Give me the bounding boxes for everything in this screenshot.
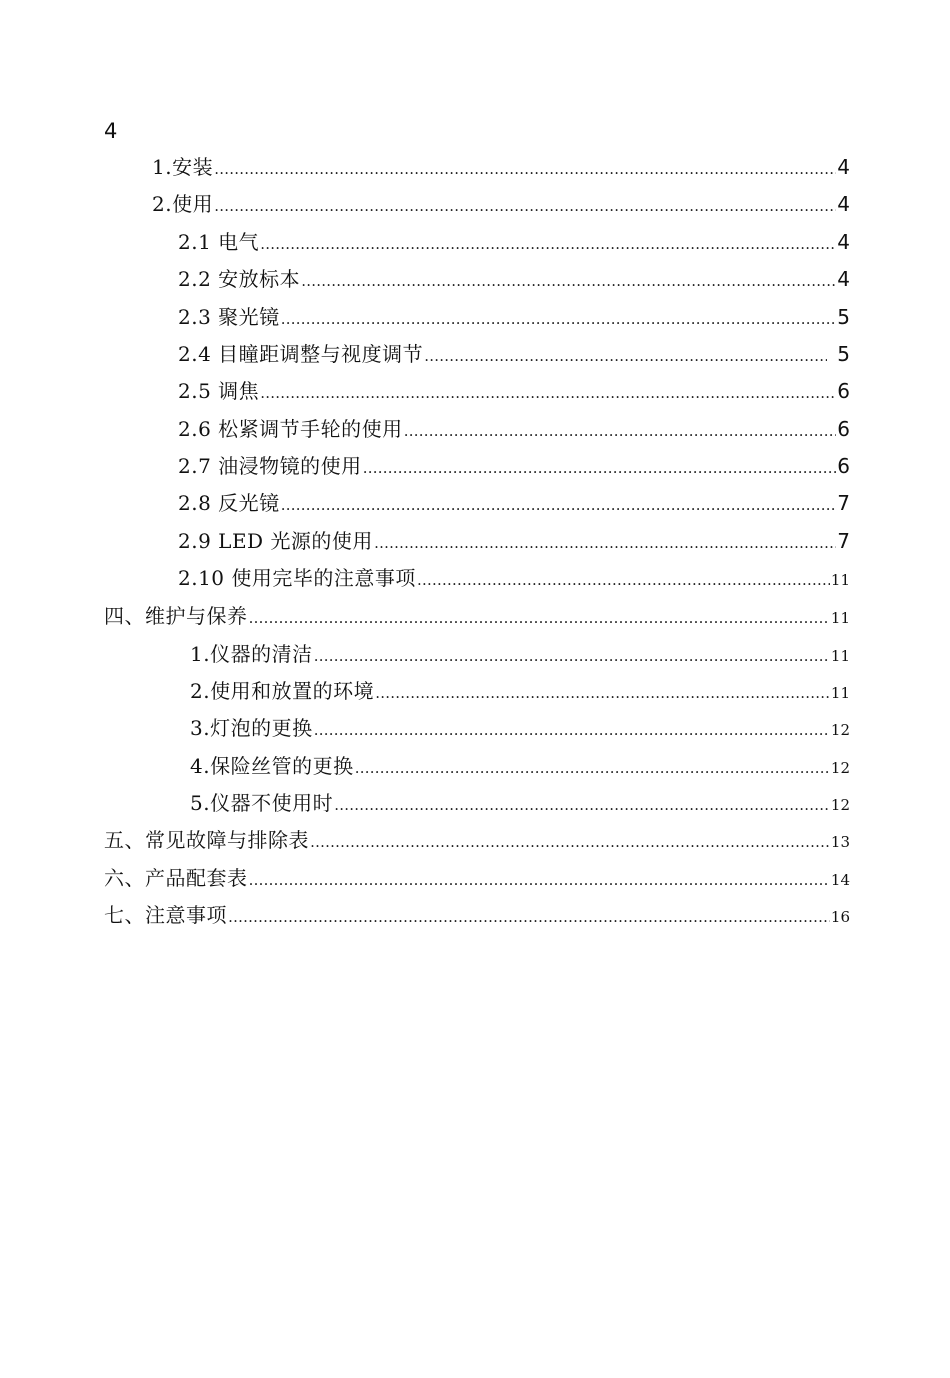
toc-entry-label: 2.使用和放置的环境 xyxy=(190,679,375,703)
toc-entry-page: 7 xyxy=(837,491,850,515)
toc-entry-focus[interactable] xyxy=(178,376,850,406)
toc-entry-label: 2.6 松紧调节手轮的使用 xyxy=(178,417,403,441)
toc-leader-dots xyxy=(260,378,836,408)
toc-leader-dots xyxy=(249,603,830,633)
toc-entry-install[interactable] xyxy=(152,152,850,182)
toc-leader-dots xyxy=(363,453,837,483)
toc-leader-dots xyxy=(281,490,837,520)
toc-leader-dots xyxy=(375,678,830,708)
toc-leader-dots xyxy=(355,753,830,783)
toc-entry-storage[interactable] xyxy=(190,788,850,818)
toc-leader-dots xyxy=(417,565,830,595)
toc-entry-fuse-replace[interactable] xyxy=(190,751,850,781)
toc-entry-condenser[interactable] xyxy=(178,302,850,332)
toc-leader-dots xyxy=(374,528,836,558)
toc-leader-dots xyxy=(214,154,836,184)
toc-leader-dots xyxy=(214,191,836,221)
toc-leader-dots xyxy=(404,416,837,446)
toc-entry-pupil-distance[interactable] xyxy=(178,339,850,369)
page-number: 4 xyxy=(104,119,118,143)
toc-entry-label: 5.仪器不使用时 xyxy=(190,791,334,815)
toc-entry-page: 6 xyxy=(837,454,850,478)
toc-entry-page: 14 xyxy=(830,871,850,889)
toc-leader-dots xyxy=(310,827,830,857)
toc-entry-label: 1.仪器的清洁 xyxy=(190,642,313,666)
toc-entry-label: 七、注意事项 xyxy=(104,903,227,927)
toc-entry-label: 四、维护与保养 xyxy=(104,604,248,628)
toc-leader-dots xyxy=(301,266,836,296)
toc-entry-label: 2.2 安放标本 xyxy=(178,267,301,291)
toc-entry-label: 2.8 反光镜 xyxy=(178,491,280,515)
toc-entry-package-list[interactable] xyxy=(104,863,850,893)
toc-entry-page: 13 xyxy=(830,833,850,851)
toc-entry-precautions[interactable] xyxy=(104,900,850,930)
toc-entry-label: 五、常见故障与排除表 xyxy=(104,828,309,852)
toc-leader-dots xyxy=(314,715,830,745)
toc-entry-after-use[interactable] xyxy=(178,563,850,593)
toc-leader-dots xyxy=(260,229,836,259)
toc-entry-label: 2.10 使用完毕的注意事项 xyxy=(178,566,416,590)
toc-entry-page: 12 xyxy=(830,796,850,814)
toc-entry-oil-objective[interactable] xyxy=(178,451,850,481)
toc-entry-tension-knob[interactable] xyxy=(178,414,850,444)
toc-entry-label: 2.4 目瞳距调整与视度调节 xyxy=(178,342,424,366)
toc-entry-led-source[interactable] xyxy=(178,526,850,556)
toc-entry-label: 2.1 电气 xyxy=(178,230,260,254)
toc-entry-page: 11 xyxy=(830,647,850,665)
toc-entry-bulb-replace[interactable] xyxy=(190,713,850,743)
toc-leader-dots xyxy=(228,902,830,932)
toc-entry-page: 5 xyxy=(837,305,850,329)
toc-entry-page: 4 xyxy=(837,155,850,179)
toc-entry-label: 2.5 调焦 xyxy=(178,379,260,403)
toc-entry-page: 5 xyxy=(837,342,850,366)
toc-entry-electrical[interactable] xyxy=(178,227,850,257)
toc-leader-dots xyxy=(424,341,827,371)
toc-entry-label: 3.灯泡的更换 xyxy=(190,716,313,740)
toc-entry-label: 2.使用 xyxy=(152,192,214,216)
toc-entry-usage[interactable] xyxy=(152,189,850,219)
toc-leader-dots xyxy=(281,304,837,334)
toc-entry-cleaning[interactable] xyxy=(190,639,850,669)
toc-entry-page: 11 xyxy=(830,684,850,702)
toc-entry-page: 12 xyxy=(830,759,850,777)
toc-entry-page: 11 xyxy=(830,571,850,589)
toc-entry-page: 11 xyxy=(830,609,850,627)
toc-entry-label: 六、产品配套表 xyxy=(104,866,248,890)
toc-entry-troubleshooting[interactable] xyxy=(104,825,850,855)
toc-entry-label: 4.保险丝管的更换 xyxy=(190,754,354,778)
toc-entry-page: 6 xyxy=(837,417,850,441)
toc-entry-label: 2.9 LED 光源的使用 xyxy=(178,529,373,553)
toc-entry-mirror[interactable] xyxy=(178,488,850,518)
toc-entry-page: 4 xyxy=(837,192,850,216)
toc-entry-label: 1.安装 xyxy=(152,155,214,179)
toc-leader-dots xyxy=(314,641,830,671)
toc-entry-maintenance[interactable] xyxy=(104,601,850,631)
toc-entry-page: 4 xyxy=(837,267,850,291)
toc-entry-environment[interactable] xyxy=(190,676,850,706)
toc-entry-specimen[interactable] xyxy=(178,264,850,294)
toc-entry-label: 2.3 聚光镜 xyxy=(178,305,280,329)
toc-entry-label: 2.7 油浸物镜的使用 xyxy=(178,454,362,478)
toc-entry-page: 12 xyxy=(830,721,850,739)
toc-entry-page: 4 xyxy=(837,230,850,254)
toc-entry-page: 7 xyxy=(837,529,850,553)
toc-entry-page: 16 xyxy=(830,908,850,926)
toc-leader-dots xyxy=(334,790,830,820)
toc-leader-dots xyxy=(249,865,830,895)
toc-entry-page: 6 xyxy=(837,379,850,403)
